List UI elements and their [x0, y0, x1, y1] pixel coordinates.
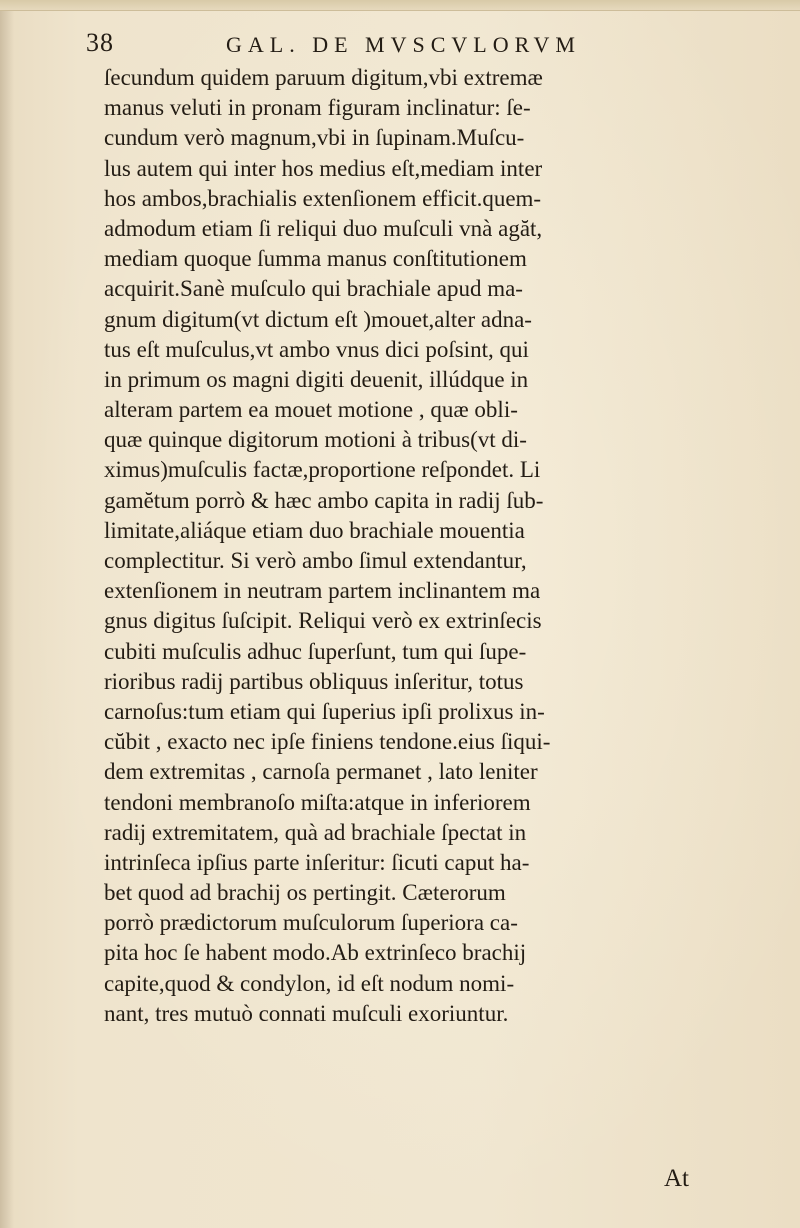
text-line: nant, tres mutuò connati muſculi exoriuntur.	[104, 1000, 509, 1026]
text-line: quæ quinque digitorum motioni à tribus(vt di-	[104, 427, 527, 453]
text-line: lus autem qui inter hos medius eſt,mediam inter	[104, 155, 543, 181]
text-line: admodum etiam ſi reliqui duo muſculi vnà agăt,	[104, 215, 543, 241]
text-line: pita hoc ſe habent modo.Ab extrinſeco brachij	[104, 940, 527, 966]
running-head: GAL. DE MVSCVLORVM	[226, 32, 581, 57]
text-line: porrò prædictorum muſculorum ſuperiora ca-	[104, 910, 518, 936]
text-line: ximus)muſculis factæ,proportione reſpondet. Li	[104, 457, 541, 483]
text-line: complectitur. Si verò ambo ſimul extendantur,	[104, 548, 527, 573]
text-line: cŭbit , exacto nec ipſe finiens tendone.eius ſiqui-	[104, 729, 551, 755]
text-line: bet quod ad brachij os pertingit. Cæterorum	[104, 880, 506, 906]
text-line: in primum os magni digiti deuenit, illúdque in	[104, 366, 529, 392]
text-line: gnum digitum(vt dictum eſt )mouet,alter adna-	[104, 306, 532, 332]
text-line: radij extremitatem, quà ad brachiale ſpectat in	[104, 819, 527, 845]
catchword: At	[664, 1165, 689, 1192]
text-line: cubiti muſculis adhuc ſuperſunt, tum qui ſupe-	[104, 638, 527, 664]
text-line: rioribus radij partibus obliquus inſeritur, totus	[104, 668, 524, 694]
page-header	[0, 28, 800, 62]
text-line: dem extremitas , carnoſa permanet , lato leniter	[104, 759, 538, 785]
page-top-edge	[0, 0, 800, 11]
text-line: gnus digitus ſuſcipit. Reliqui verò ex extrinſecis	[104, 608, 542, 634]
text-line: intrinſeca ipſius parte inſeritur: ſicuti caput ha-	[104, 849, 530, 875]
text-line: capite,quod & condylon, id eſt nodum nomi-	[104, 970, 515, 996]
text-line: gamĕtum porrò & hæc ambo capita in radij ſub-	[104, 487, 544, 513]
text-line: carnoſus:tum etiam qui ſuperius ipſi prolixus in-	[104, 698, 545, 724]
text-line: acquirit.Sanè muſculo qui brachiale apud ma-	[104, 276, 523, 302]
text-line: mediam quoque ſumma manus conſtitutionem	[104, 246, 527, 272]
body-text	[104, 63, 716, 1029]
text-line: manus veluti in pronam figuram inclinatur: ſe-	[104, 95, 531, 121]
text-line: alteram partem ea mouet motione , quæ obli-	[104, 397, 518, 423]
text-line: limitate,aliáque etiam duo brachiale mouentia	[104, 517, 525, 543]
text-line: tus eſt muſculus,vt ambo vnus dici poſsint, qui	[104, 336, 529, 362]
text-line: ſecundum quidem paruum digitum,vbi extremæ	[104, 65, 543, 90]
text-line: hos ambos,brachialis extenſionem efficit.quem-	[104, 185, 542, 211]
text-line: extenſionem in neutram partem inclinantem ma	[104, 578, 541, 604]
page-number: 38	[86, 28, 114, 57]
text-line: cundum verò magnum,vbi in ſupinam.Muſcu-	[104, 125, 525, 151]
page-gutter-shadow	[0, 0, 14, 1228]
text-line: tendoni membranoſo miſta:atque in inferiorem	[104, 789, 531, 815]
